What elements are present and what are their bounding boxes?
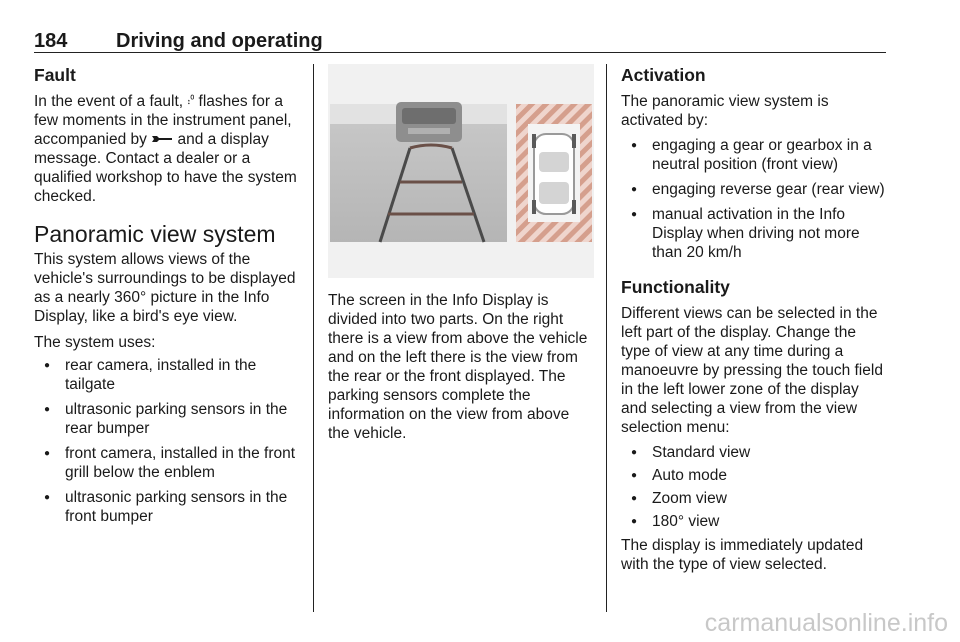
panoramic-view-screen-illustration bbox=[328, 64, 594, 278]
views-list bbox=[621, 443, 887, 531]
list-item: ● 180° view bbox=[621, 512, 887, 531]
list-item: ● ultrasonic parking sensors in the rear bumper bbox=[34, 400, 302, 438]
column-divider-1 bbox=[313, 64, 314, 612]
list-item: ● Standard view bbox=[621, 443, 887, 462]
functionality-heading: Functionality bbox=[621, 277, 730, 297]
image-caption: The screen in the Info Display is divided into two parts. On the right there is a view from above the vehicle and on the left there is the view from the rear or the front displayed. The parking sensors complete the information on the view from above the vehicle. bbox=[328, 292, 588, 442]
page-header bbox=[34, 30, 886, 54]
column-1 bbox=[34, 64, 302, 526]
column-3 bbox=[621, 64, 887, 574]
list-item: ● ultrasonic parking sensors in the front bumper bbox=[34, 488, 302, 526]
activation-list bbox=[621, 136, 887, 262]
activation-intro: The panoramic view system is activated by: bbox=[621, 93, 829, 129]
list-item: ● engaging a gear or gearbox in a neutral position (front view) bbox=[621, 136, 887, 174]
header-rule bbox=[34, 52, 886, 53]
list-item: ● engaging reverse gear (rear view) bbox=[621, 180, 887, 199]
uses-intro: The system uses: bbox=[34, 334, 156, 351]
closing-paragraph: The display is immediately updated with the type of view selected. bbox=[621, 537, 864, 573]
section-title: Driving and operating bbox=[116, 30, 323, 52]
fault-heading: Fault bbox=[34, 65, 76, 85]
list-item: ● Auto mode bbox=[621, 466, 887, 485]
list-item: ● Zoom view bbox=[621, 489, 887, 508]
list-item: ● rear camera, installed in the tailgate bbox=[34, 356, 302, 394]
fault-paragraph bbox=[34, 92, 302, 206]
fault-text-1: In the event of a fault, bbox=[34, 93, 184, 110]
service-wrench-icon bbox=[151, 134, 173, 144]
fault-text-3: and a display message. Contact a dealer or a qualified workshop to have the system checked. bbox=[34, 131, 297, 205]
site-watermark: carmanualsonline.info bbox=[704, 609, 948, 637]
list-item: ● front camera, installed in the front grill below the enblem bbox=[34, 444, 302, 482]
column-2 bbox=[328, 64, 594, 443]
column-divider-2 bbox=[606, 64, 607, 612]
functionality-paragraph: Different views can be selected in the left part of the display. Change the type of view at any time during a manoeuvre by pressing the touch field in the left lower zone of the display and selecting a view from the view selection menu: bbox=[621, 305, 883, 436]
uses-list bbox=[34, 356, 302, 526]
panoramic-heading: Panoramic view system bbox=[34, 221, 276, 247]
intro-paragraph: This system allows views of the vehicle's surroundings to be displayed as a nearly 360° picture in the Info Display, like a bird's eye view. bbox=[34, 251, 296, 325]
fault-text-2: flashes for a few moments in the instrument panel, accompanied by bbox=[34, 93, 292, 148]
parking-camera-warning-icon: ⹎⁰ bbox=[187, 95, 195, 107]
page-number: 184 bbox=[34, 30, 68, 52]
list-item: ● manual activation in the Info Display when driving not more than 20 km/h bbox=[621, 205, 887, 262]
activation-heading: Activation bbox=[621, 65, 706, 85]
